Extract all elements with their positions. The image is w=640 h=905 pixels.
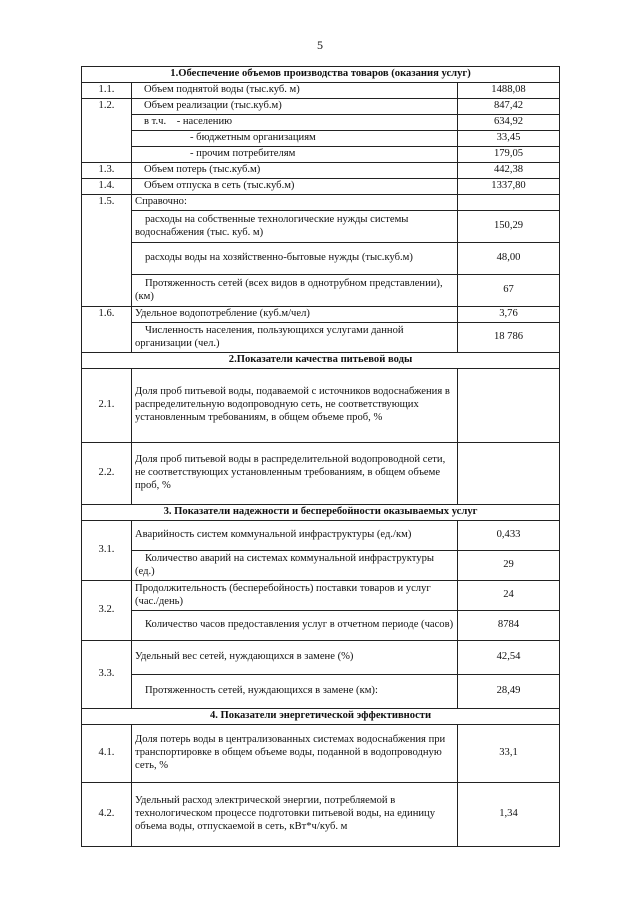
row-description: Удельный вес сетей, нуждающихся в замене (%) — [132, 641, 458, 675]
table-row — [82, 521, 560, 551]
table-row — [82, 243, 560, 275]
section-title: 1.Обеспечение объемов производства товаров (оказания услуг) — [82, 67, 560, 83]
row-value: 442,38 — [458, 163, 560, 179]
table-row — [82, 443, 560, 505]
row-description: Доля проб питьевой воды, подаваемой с источников водоснабжения в распределительную водопроводную сеть, не соответствующих установленным требованиям, в общем объеме проб, % — [132, 369, 458, 443]
table-row — [82, 725, 560, 783]
row-number: 2.2. — [82, 443, 132, 505]
table-row — [82, 195, 560, 211]
row-value: 33,1 — [458, 725, 560, 783]
row-description: Количество аварий на системах коммунальной инфраструктуры (ед.) — [132, 551, 458, 581]
page-number: 5 — [317, 38, 323, 52]
row-value: 847,42 — [458, 99, 560, 115]
row-description: Объем реализации (тыс.куб.м) — [132, 99, 458, 115]
row-description: Количество часов предоставления услуг в отчетном периоде (часов) — [132, 611, 458, 641]
row-number: 1.2. — [82, 99, 132, 163]
row-value: 29 — [458, 551, 560, 581]
indicators-table — [81, 66, 560, 847]
row-description: Объем отпуска в сеть (тыс.куб.м) — [132, 179, 458, 195]
section-title: 4. Показатели энергетической эффективности — [82, 709, 560, 725]
row-number: 2.1. — [82, 369, 132, 443]
table-row — [82, 675, 560, 709]
section-header-row — [82, 505, 560, 521]
row-description: Объем поднятой воды (тыс.куб. м) — [132, 83, 458, 99]
row-value: 634,92 — [458, 115, 560, 131]
row-number: 3.3. — [82, 641, 132, 709]
table-row — [82, 147, 560, 163]
row-description: в т.ч. - населению — [132, 115, 458, 131]
row-description: Продолжительность (бесперебойность) поставки товаров и услуг (час./день) — [132, 581, 458, 611]
table-row — [82, 581, 560, 611]
row-description: Протяженность сетей, нуждающихся в замене (км): — [132, 675, 458, 709]
table-row — [82, 163, 560, 179]
table-row — [82, 275, 560, 307]
row-value: 3,76 — [458, 307, 560, 323]
section-header-row — [82, 709, 560, 725]
section-title: 3. Показатели надежности и бесперебойности оказываемых услуг — [82, 505, 560, 521]
row-value: 1,34 — [458, 783, 560, 847]
row-number: 4.2. — [82, 783, 132, 847]
row-description: Аварийность систем коммунальной инфраструктуры (ед./км) — [132, 521, 458, 551]
table-row — [82, 99, 560, 115]
table-row — [82, 83, 560, 99]
row-description: Численность населения, пользующихся услугами данной организации (чел.) — [132, 323, 458, 353]
table-row — [82, 611, 560, 641]
section-title: 2.Показатели качества питьевой воды — [82, 353, 560, 369]
row-description: Доля потерь воды в централизованных системах водоснабжения при транспортировке в общем объеме воды, поданной в водопроводную сеть, % — [132, 725, 458, 783]
row-value: 18 786 — [458, 323, 560, 353]
row-number: 1.1. — [82, 83, 132, 99]
row-value — [458, 443, 560, 505]
table-row — [82, 179, 560, 195]
row-number: 1.3. — [82, 163, 132, 179]
row-description: - бюджетным организациям — [132, 131, 458, 147]
row-description: Протяженность сетей (всех видов в однотрубном представлении), (км) — [132, 275, 458, 307]
row-number: 4.1. — [82, 725, 132, 783]
table-row — [82, 551, 560, 581]
row-description: - прочим потребителям — [132, 147, 458, 163]
row-value: 48,00 — [458, 243, 560, 275]
row-value: 33,45 — [458, 131, 560, 147]
row-value: 1337,80 — [458, 179, 560, 195]
table-row — [82, 783, 560, 847]
section-header-row — [82, 67, 560, 83]
row-value: 150,29 — [458, 211, 560, 243]
row-description: Удельное водопотребление (куб.м/чел) — [132, 307, 458, 323]
row-number: 1.5. — [82, 195, 132, 307]
row-value: 24 — [458, 581, 560, 611]
row-number: 1.4. — [82, 179, 132, 195]
row-description: Объем потерь (тыс.куб.м) — [132, 163, 458, 179]
row-number: 1.6. — [82, 307, 132, 353]
row-value — [458, 369, 560, 443]
row-description: Доля проб питьевой воды в распределительной водопроводной сети, не соответствующих установленным требованиям, в общем объеме проб, % — [132, 443, 458, 505]
table-row — [82, 115, 560, 131]
row-value: 0,433 — [458, 521, 560, 551]
row-description: Удельный расход электрической энергии, потребляемой в технологическом процессе подготовки питьевой воды, на единицу объема воды, отпускаемой в сеть, кВт*ч/куб. м — [132, 783, 458, 847]
table-row — [82, 211, 560, 243]
table-row — [82, 641, 560, 675]
row-description: Справочно: — [132, 195, 458, 211]
table-row — [82, 323, 560, 353]
row-number: 3.1. — [82, 521, 132, 581]
table-row — [82, 131, 560, 147]
row-value: 28,49 — [458, 675, 560, 709]
row-description: расходы на собственные технологические нужды системы водоснабжения (тыс. куб. м) — [132, 211, 458, 243]
section-header-row — [82, 353, 560, 369]
table-row — [82, 307, 560, 323]
row-value: 42,54 — [458, 641, 560, 675]
row-value: 8784 — [458, 611, 560, 641]
row-value — [458, 195, 560, 211]
row-description: расходы воды на хозяйственно-бытовые нужды (тыс.куб.м) — [132, 243, 458, 275]
row-value: 67 — [458, 275, 560, 307]
row-value: 1488,08 — [458, 83, 560, 99]
table-row — [82, 369, 560, 443]
row-number: 3.2. — [82, 581, 132, 641]
row-value: 179,05 — [458, 147, 560, 163]
